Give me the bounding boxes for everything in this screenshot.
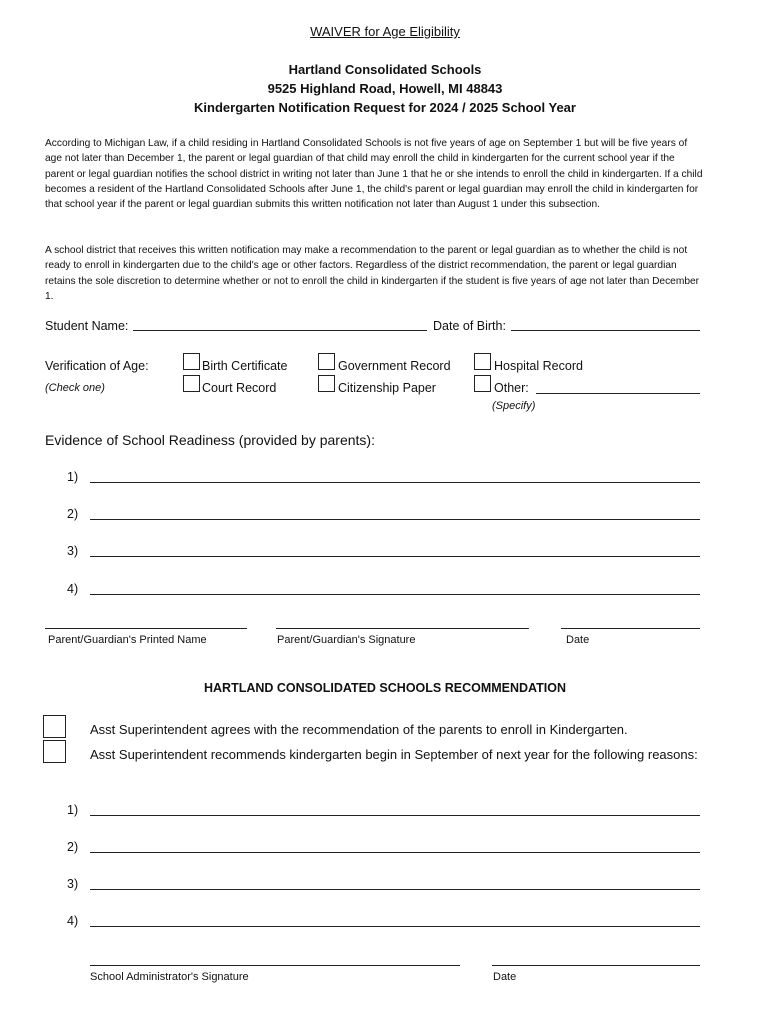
- printed-name-caption: Parent/Guardian's Printed Name: [48, 634, 207, 646]
- reason-line-3[interactable]: [90, 889, 700, 890]
- admin-date-field[interactable]: [492, 965, 700, 966]
- reason-number-2: 2): [67, 840, 79, 854]
- agree-option-text: Asst Superintendent agrees with the recommendation of the parents to enroll in Kindergarten.: [90, 722, 628, 737]
- intro-paragraph: According to Michigan Law, if a child residing in Hartland Consolidated Schools is not five years of age on September 1 but will be five years of age not later than December 1, the parent or legal guardian of that child may enroll the child in kindergarten for the current school year if the parent or legal guardian notifies the school district in writing not later than June 1 that he or she intends to enroll the child in kindergarten. If a child becomes a resident of the Hartland Consolidated Schools after June 1, the child's parent or legal guardian may enroll the child in kindergarten for that school year if the parent or legal guardian submits this written notification not later than August 1 under this subsection.: [45, 138, 703, 211]
- verification-hint: (Check one): [45, 382, 105, 394]
- form-title: Kindergarten Notification Request for 2024 / 2025 School Year: [194, 100, 576, 115]
- verification-label: Verification of Age:: [45, 359, 149, 373]
- reason-line-4[interactable]: [90, 926, 700, 927]
- evidence-number-1: 1): [67, 470, 79, 484]
- admin-date-caption: Date: [493, 971, 517, 983]
- student-name-label: Student Name:: [45, 319, 129, 333]
- government-record-label: Government Record: [338, 359, 451, 373]
- evidence-line-1[interactable]: [90, 482, 700, 483]
- reason-number-4: 4): [67, 914, 79, 928]
- hospital-record-checkbox[interactable]: [474, 353, 491, 370]
- student-name-field[interactable]: [133, 330, 427, 331]
- evidence-heading: Evidence of School Readiness (provided by parents):: [45, 432, 375, 448]
- next-year-option-text: Asst Superintendent recommends kindergarten begin in September of next year for the following reasons:: [90, 747, 698, 762]
- school-address: 9525 Highland Road, Howell, MI 48843: [267, 81, 503, 96]
- reason-number-3: 3): [67, 877, 79, 891]
- hospital-record-label: Hospital Record: [494, 359, 583, 373]
- admin-signature-caption: School Administrator's Signature: [90, 971, 249, 983]
- evidence-number-3: 3): [67, 544, 79, 558]
- dob-label: Date of Birth:: [433, 319, 506, 333]
- dob-field[interactable]: [511, 330, 700, 331]
- evidence-line-3[interactable]: [90, 556, 700, 557]
- recommendation-heading: HARTLAND CONSOLIDATED SCHOOLS RECOMMENDATION: [203, 681, 567, 695]
- birth-certificate-label: Birth Certificate: [202, 359, 288, 373]
- agree-checkbox[interactable]: [43, 715, 66, 738]
- evidence-line-4[interactable]: [90, 594, 700, 595]
- citizenship-paper-checkbox[interactable]: [318, 375, 335, 392]
- parent-signature-field[interactable]: [276, 628, 529, 629]
- waiver-title: WAIVER for Age Eligibility: [310, 24, 460, 39]
- evidence-number-2: 2): [67, 507, 79, 521]
- recommendation-paragraph: A school district that receives this written notification may make a recommendation to the parent or legal guardian as to whether the child is not ready to enroll in kindergarten due to the child's age or other factors. Regardless of the district recommendation, the parent or legal guardian retains the sole discretion to determine whether or not to enroll the child in kindergarten if the student is five years of age not later than December 1.: [45, 245, 700, 302]
- evidence-line-2[interactable]: [90, 519, 700, 520]
- other-label: Other:: [494, 381, 529, 395]
- school-name: Hartland Consolidated Schools: [288, 62, 482, 77]
- parent-signature-caption: Parent/Guardian's Signature: [277, 634, 416, 646]
- next-year-checkbox[interactable]: [43, 740, 66, 763]
- other-checkbox[interactable]: [474, 375, 491, 392]
- reason-line-2[interactable]: [90, 852, 700, 853]
- government-record-checkbox[interactable]: [318, 353, 335, 370]
- specify-hint: (Specify): [492, 400, 536, 412]
- admin-signature-field[interactable]: [90, 965, 460, 966]
- parent-date-caption: Date: [566, 634, 590, 646]
- parent-date-field[interactable]: [561, 628, 700, 629]
- evidence-number-4: 4): [67, 582, 79, 596]
- court-record-checkbox[interactable]: [183, 375, 200, 392]
- birth-certificate-checkbox[interactable]: [183, 353, 200, 370]
- citizenship-paper-label: Citizenship Paper: [338, 381, 436, 395]
- reason-number-1: 1): [67, 803, 79, 817]
- court-record-label: Court Record: [202, 381, 277, 395]
- printed-name-field[interactable]: [45, 628, 247, 629]
- other-specify-field[interactable]: [536, 393, 700, 394]
- reason-line-1[interactable]: [90, 815, 700, 816]
